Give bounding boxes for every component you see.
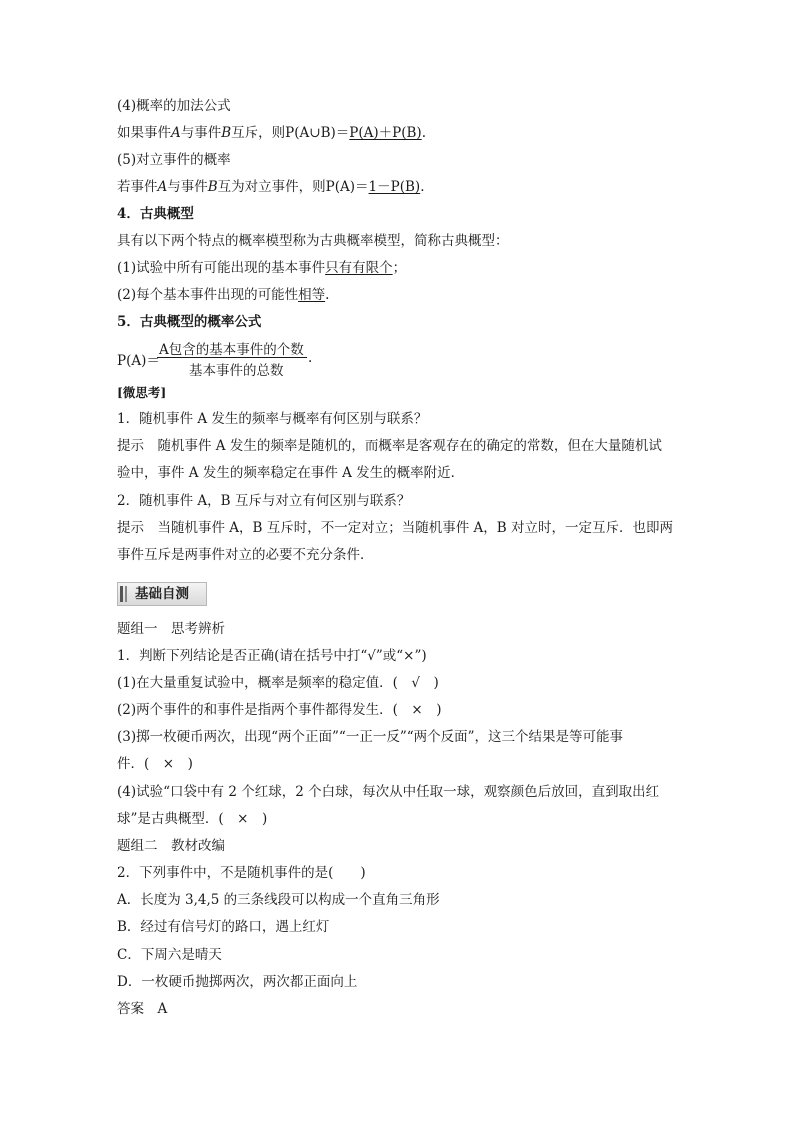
exercise-1-item-1: (1)在大量重复试验中，概率是频率的稳定值．( √ ) (117, 675, 439, 691)
text: 与事件 (167, 179, 208, 195)
group-1-title: 题组一 思考辨析 (117, 621, 225, 637)
formula-lhs: P(A)＝ (117, 353, 160, 369)
text: ； (392, 260, 407, 276)
text: 与事件 (180, 125, 222, 141)
property-2 (117, 286, 329, 304)
fraction-bar (157, 357, 307, 358)
text: . (325, 287, 330, 303)
header-bar-mark (125, 586, 127, 602)
option-a: A．长度为 3,4,5 的三条线段可以构成一个直角三角形 (117, 892, 440, 908)
var-b: B (207, 179, 218, 195)
formula-left: P(A)＝ (325, 179, 369, 195)
option-c: C．下周六是晴天 (117, 947, 222, 963)
hint-2-line-1: 提示 当随机事件 A，B 互斥时，不一定对立；当随机事件 A，B 对立时，一定互斥．也即两 (117, 520, 674, 536)
formula-numerator: A包含的基本事件的个数 (159, 342, 304, 358)
text: 互为对立事件，则 (217, 179, 326, 195)
exercise-1-item-4-line-1: (4)试验“口袋中有 2 个红球，2 个白球，每次从中任取一球，观察颜色后放回，直到取出红 (117, 784, 660, 800)
formula-denominator: 基本事件的总数 (189, 363, 284, 379)
paragraph-definition: 具有以下两个特点的概率模型称为古典概率模型，简称古典概型： (117, 233, 509, 249)
answer-line: 答案 A (117, 1001, 168, 1017)
period: . (420, 179, 425, 195)
question-2: 2．随机事件 A，B 互斥与对立有何区别与联系？ (117, 493, 411, 509)
text: (1)试验中所有可能出现的基本事件 (117, 260, 326, 276)
exercise-2-prompt: 2．下列事件中，不是随机事件的是( ) (117, 865, 366, 881)
hint-1-line-1: 提示 随机事件 A 发生的频率是随机的，而概率是客观存在的确定的常数，但在大量随机试 (117, 438, 662, 454)
option-d: D．一枚硬币抛掷两次，两次都正面向上 (117, 974, 358, 990)
formula-left: P(A∪B)＝ (285, 125, 350, 141)
blank-answer: 只有有限个 (325, 260, 393, 276)
formula-answer: P(A)＋P(B) (349, 125, 422, 141)
micro-thinking-label: [微思考] (117, 385, 167, 400)
question-1: 1．随机事件 A 发生的频率与概率有何区别与联系？ (117, 411, 428, 427)
exercise-1-item-2: (2)两个事件的和事件是指两个事件都得发生．( × ) (117, 702, 442, 718)
exercise-1-item-3-line-1: (3)掷一枚硬币两次，出现“两个正面”“一正一反”“两个反面”，这三个结果是等可能事 (117, 729, 624, 745)
text: (2)每个基本事件出现的可能性 (117, 287, 299, 303)
heading-probability-formula: 5．古典概型的概率公式 (117, 314, 262, 330)
heading-classical-model: 4．古典概型 (117, 206, 194, 222)
heading-addition-formula: (4)概率的加法公式 (117, 98, 231, 114)
property-1 (117, 259, 406, 277)
heading-complement: (5)对立事件的概率 (117, 152, 231, 168)
exercise-1-item-3-line-2: 件．( × ) (117, 756, 193, 772)
section-header-basic-test (117, 582, 207, 606)
formula-answer: 1－P(B) (368, 179, 421, 195)
var-a: A (171, 125, 181, 141)
var-b: B (221, 125, 232, 141)
text: 如果事件 (117, 125, 171, 141)
section-title: 基础自测 (135, 586, 189, 602)
option-b: B．经过有信号灯的路口，遇上红灯 (117, 919, 330, 935)
header-bar-mark (120, 586, 123, 602)
hint-1-line-2: 验中，事件 A 发生的频率稳定在事件 A 发生的概率附近． (117, 465, 465, 481)
hint-2-line-2: 事件互斥是两事件对立的必要不充分条件． (117, 547, 374, 563)
period: . (421, 125, 426, 141)
group-2-title: 题组二 教材改编 (117, 838, 225, 854)
formula-period: . (308, 350, 313, 366)
complement-formula-line (117, 178, 424, 196)
var-a: A (157, 179, 168, 195)
text: 互斥，则 (231, 125, 286, 141)
addition-formula-line (117, 124, 426, 142)
blank-answer: 相等 (298, 287, 326, 303)
text: 若事件 (117, 179, 158, 195)
exercise-1-prompt: 1．判断下列结论是否正确(请在括号中打“√”或“×”) (117, 648, 427, 664)
exercise-1-item-4-line-2: 球”是古典概型．( × ) (117, 811, 268, 827)
